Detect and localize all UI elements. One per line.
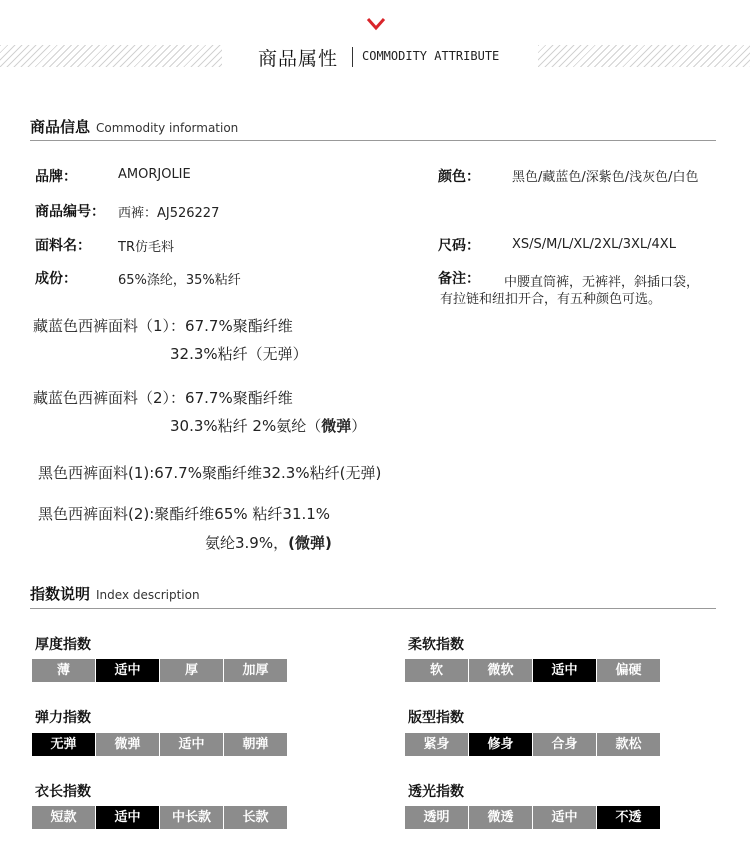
color-value: 黑色/藏蓝色/深紫色/浅灰色/白色 (512, 170, 699, 185)
item-no-value: 西裤：AJ526227 (118, 206, 220, 221)
item-no-label: 商品编号： (35, 204, 105, 220)
fit-option: 合身 (533, 733, 596, 756)
fit-option: 紧身 (405, 733, 468, 756)
elasticity-index-scale (32, 733, 287, 756)
transparency-option: 透明 (405, 806, 468, 829)
index-heading-en: Index description (96, 588, 200, 602)
transparency-option: 适中 (533, 806, 596, 829)
length-option: 中长款 (160, 806, 223, 829)
note-line-1: 中腰直筒裤，无裤袢，斜插口袋， (504, 275, 700, 290)
transparency-index-title: 透光指数 (408, 784, 464, 800)
color-label: 颜色： (438, 169, 480, 185)
fabric-label: 面料名： (35, 238, 91, 254)
banner-hatch-right (538, 45, 750, 67)
banner-title-en: COMMODITY ATTRIBUTE (362, 49, 500, 63)
softness-option: 软 (405, 659, 468, 682)
elasticity-option: 适中 (160, 733, 223, 756)
note-line-2: 有拉链和纽扣开合，有五种颜色可选。 (440, 292, 662, 307)
softness-index-scale (405, 659, 660, 682)
chevron-down-icon (366, 17, 386, 31)
transparency-option: 不透 (597, 806, 660, 829)
composition-value: 65%涤纶，35%粘纤 (118, 273, 241, 288)
black-fabric-1: 黑色西裤面料(1):67.7%聚酯纤维32.3%粘纤(无弹) (38, 464, 382, 482)
brand-label: 品牌： (35, 169, 77, 185)
length-option: 短款 (32, 806, 95, 829)
index-heading-cn: 指数说明 (30, 585, 91, 603)
navy-fabric-1-line-1: 藏蓝色西裤面料（1）：67.7%聚酯纤维 (33, 317, 293, 335)
length-option: 适中 (96, 806, 159, 829)
fabric-value: TR仿毛料 (118, 240, 174, 255)
softness-index-title: 柔软指数 (408, 637, 464, 653)
brand-value: AMORJOLIE (118, 167, 191, 182)
composition-label: 成份： (35, 271, 77, 287)
softness-option: 微软 (469, 659, 532, 682)
navy-fabric-2-line-2 (170, 415, 366, 436)
black-fabric-2-line-1: 黑色西裤面料(2):聚酯纤维65% 粘纤31.1% (38, 505, 331, 523)
banner-hatch-left (0, 45, 222, 67)
elasticity-option: 无弹 (32, 733, 95, 756)
banner-divider (352, 47, 353, 67)
fit-option: 修身 (469, 733, 532, 756)
thickness-option: 薄 (32, 659, 95, 682)
navy-fabric-1-line-2: 32.3%粘纤（无弹） (170, 345, 308, 363)
length-index-title: 衣长指数 (35, 784, 91, 800)
softness-option: 偏硬 (597, 659, 660, 682)
commodity-info-heading-cn: 商品信息 (30, 118, 91, 136)
black-fabric-2-stretch: (微弹) (288, 534, 332, 552)
banner-title-cn: 商品属性 (258, 48, 339, 70)
navy-fabric-2-close-paren: ） (351, 417, 367, 435)
length-option: 长款 (224, 806, 287, 829)
length-index-scale (32, 806, 287, 829)
elasticity-option: 朝弹 (224, 733, 287, 756)
commodity-info-heading (30, 116, 238, 137)
commodity-info-heading-en: Commodity information (96, 121, 239, 135)
black-fabric-2-line-2 (205, 532, 332, 553)
thickness-option: 适中 (96, 659, 159, 682)
navy-fabric-2-composition: 30.3%粘纤 2%氨纶（ (170, 417, 322, 435)
index-divider (30, 608, 716, 609)
note-label: 备注： (438, 271, 480, 287)
fit-index-title: 版型指数 (408, 710, 464, 726)
navy-fabric-2-stretch: 微弹 (321, 417, 352, 435)
softness-option: 适中 (533, 659, 596, 682)
index-heading (30, 583, 200, 604)
thickness-option: 厚 (160, 659, 223, 682)
thickness-index-scale (32, 659, 287, 682)
transparency-option: 微透 (469, 806, 532, 829)
elasticity-index-title: 弹力指数 (35, 710, 91, 726)
fit-index-scale (405, 733, 660, 756)
thickness-option: 加厚 (224, 659, 287, 682)
size-label: 尺码： (438, 238, 480, 254)
transparency-index-scale (405, 806, 660, 829)
elasticity-option: 微弹 (96, 733, 159, 756)
navy-fabric-2-line-1: 藏蓝色西裤面料（2）：67.7%聚酯纤维 (33, 389, 293, 407)
black-fabric-2-spandex: 氨纶3.9%， (205, 534, 289, 552)
thickness-index-title: 厚度指数 (35, 637, 91, 653)
fit-option: 款松 (597, 733, 660, 756)
commodity-info-divider (30, 140, 716, 141)
size-value: XS/S/M/L/XL/2XL/3XL/4XL (512, 237, 676, 252)
